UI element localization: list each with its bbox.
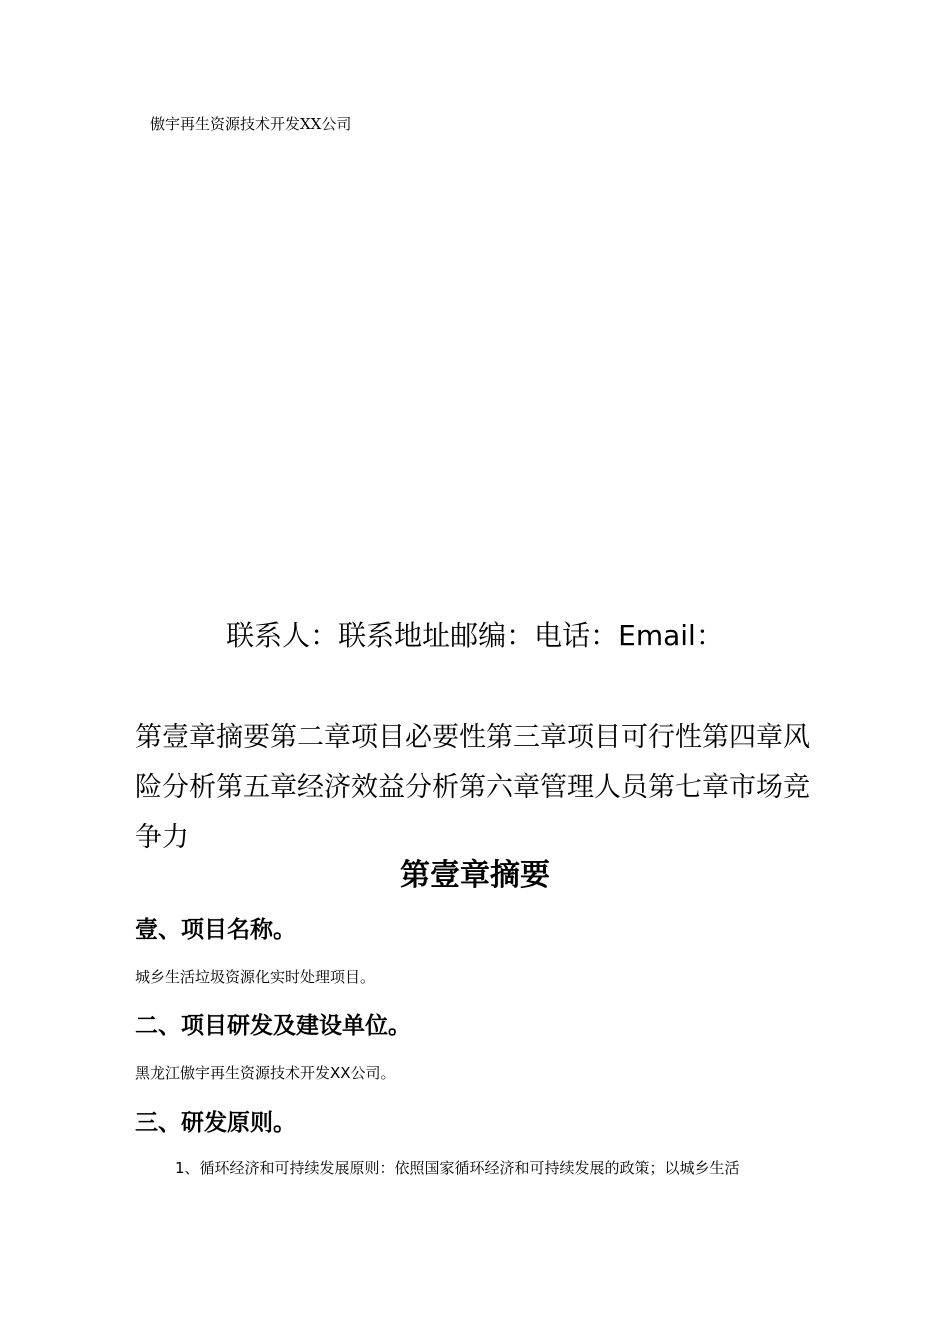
contact-info-line: 联系人：联系地址邮编：电话：Email： <box>226 619 724 652</box>
section-body-developer: 黑龙江傲宇再生资源技术开发XX公司。 <box>135 1064 396 1082</box>
table-of-contents: 第壹章摘要第二章项目必要性第三章项目可行性第四章风险分析第五章经济效益分析第六章管理人员第七章市场竞争力 <box>135 722 810 853</box>
section-heading-principles: 三、研发原则。 <box>135 1110 296 1136</box>
section-heading-project-name: 壹、项目名称。 <box>135 917 296 943</box>
header-company-name: 傲宇再生资源技术开发XX公司 <box>150 115 352 133</box>
section-heading-developer: 二、项目研发及建设单位。 <box>135 1013 411 1039</box>
chapter-title: 第壹章摘要 <box>400 858 550 893</box>
section-body-project-name: 城乡生活垃圾资源化实时处理项目。 <box>135 968 376 986</box>
section-body-principles: 1、循环经济和可持续发展原则：依照国家循环经济和可持续发展的政策；以城乡生活 <box>175 1159 740 1177</box>
